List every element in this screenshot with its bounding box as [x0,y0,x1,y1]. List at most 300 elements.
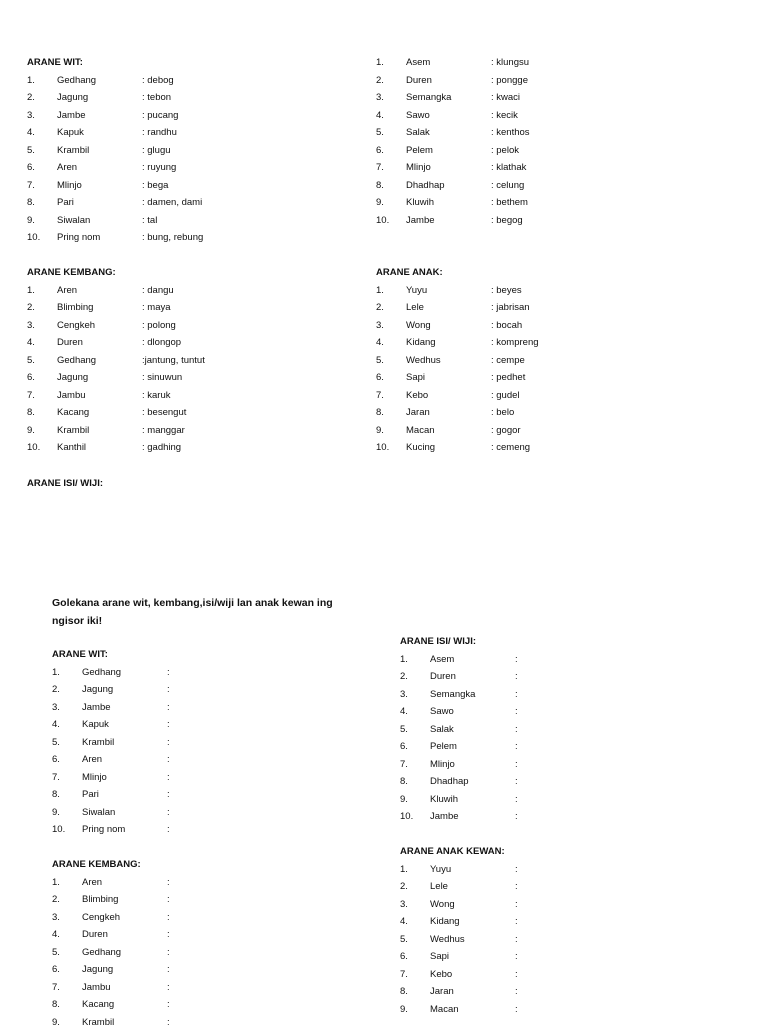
item-value: : damen, dami [142,194,202,212]
item-value: : jabrisan [491,299,530,317]
item-number: 8. [52,996,60,1014]
item-name: Salak [430,721,454,739]
item-name: Aren [57,282,77,300]
list-item [27,212,347,230]
list-item [27,89,347,107]
item-name: Gedhang [82,944,121,962]
list-item [27,439,347,457]
item-number: 10. [27,229,40,247]
item-name: Kebo [406,387,428,405]
item-name: Wedhus [406,352,441,370]
item-name: Pari [82,786,99,804]
item-number: 3. [376,89,384,107]
item-value: : [167,786,170,804]
list-item [52,821,352,839]
item-name: Kapuk [82,716,109,734]
item-number: 10. [52,821,65,839]
list-item [27,159,347,177]
list-item [52,961,352,979]
item-value: : ruyung [142,159,176,177]
item-number: 9. [400,1001,408,1019]
list-item [400,948,700,966]
exercise-question: Golekana arane wit, kembang,isi/wiji lan anak kewan ing ngisor iki! [52,595,357,630]
item-number: 2. [52,681,60,699]
item-number: 7. [27,177,35,195]
item-list [400,861,700,1019]
item-name: Mlinjo [82,769,107,787]
item-name: Kucing [406,439,435,457]
item-number: 2. [27,299,35,317]
list-item [376,334,696,352]
item-number: 9. [27,422,35,440]
list-item [52,804,352,822]
list-item [52,769,352,787]
list-item [376,387,696,405]
item-number: 3. [400,686,408,704]
item-name: Kanthil [57,439,86,457]
item-number: 7. [400,966,408,984]
item-number: 8. [52,786,60,804]
item-number: 5. [27,142,35,160]
item-number: 6. [400,738,408,756]
item-name: Dhadhap [406,177,445,195]
item-value: : tal [142,212,157,230]
item-name: Wong [430,896,455,914]
item-name: Yuyu [406,282,427,300]
item-name: Kidang [430,913,460,931]
item-value: : [167,664,170,682]
item-value: : [515,913,518,931]
item-number: 7. [376,387,384,405]
item-number: 6. [400,948,408,966]
item-name: Jambe [430,808,459,826]
exercise-arane-kembang-section [52,856,352,1031]
item-name: Asem [406,54,430,72]
list-item [376,439,696,457]
item-list [376,54,696,229]
item-value: : pongge [491,72,528,90]
item-number: 3. [27,317,35,335]
exercise-arane-wit-section [52,646,352,839]
item-value: : [515,756,518,774]
item-value: : [515,808,518,826]
list-item [400,983,700,1001]
item-name: Kluwih [406,194,434,212]
list-item [52,944,352,962]
item-number: 9. [52,804,60,822]
list-item [400,703,700,721]
item-value: : [167,716,170,734]
item-value: : tebon [142,89,171,107]
item-name: Duren [430,668,456,686]
item-list [27,282,347,457]
item-value: : gadhing [142,439,181,457]
item-value: : [167,769,170,787]
item-name: Kluwih [430,791,458,809]
list-item [376,299,696,317]
item-value: : [167,821,170,839]
list-item [52,1014,352,1031]
item-value: : [167,944,170,962]
item-number: 1. [376,54,384,72]
section-title: ARANE KEMBANG: [27,264,347,282]
item-name: Lele [406,299,424,317]
item-value: : [515,703,518,721]
list-item [376,54,696,72]
item-list [27,72,347,247]
item-name: Sapi [406,369,425,387]
list-item [376,159,696,177]
item-number: 1. [400,651,408,669]
item-value: : randhu [142,124,177,142]
exercise-arane-anak-kewan-section [400,843,700,1018]
item-number: 5. [52,734,60,752]
item-name: Macan [430,1001,459,1019]
item-number: 2. [376,299,384,317]
item-name: Gedhang [82,664,121,682]
item-value: : [167,926,170,944]
item-name: Jambe [406,212,435,230]
list-item [52,909,352,927]
item-value: : bocah [491,317,522,335]
item-value: : dangu [142,282,174,300]
item-name: Krambil [82,1014,114,1031]
item-value: : [167,1014,170,1031]
list-item [27,422,347,440]
item-number: 6. [27,369,35,387]
list-item [400,668,700,686]
item-name: Jambe [57,107,86,125]
item-number: 7. [52,769,60,787]
item-name: Blimbing [82,891,118,909]
section-title: ARANE ISI/ WIJI: [400,633,700,651]
item-name: Duren [57,334,83,352]
item-value: : [167,961,170,979]
item-name: Siwalan [57,212,90,230]
list-item [52,979,352,997]
item-value: : polong [142,317,176,335]
item-value: : [515,738,518,756]
item-value: : klungsu [491,54,529,72]
item-number: 2. [400,668,408,686]
item-list [376,282,696,457]
item-number: 9. [52,1014,60,1031]
item-value: : belo [491,404,514,422]
item-value: : [167,804,170,822]
item-number: 5. [400,721,408,739]
item-value: : kecik [491,107,518,125]
item-value: : cempe [491,352,525,370]
list-item [376,422,696,440]
item-value: : manggar [142,422,185,440]
item-name: Jagung [57,369,88,387]
item-name: Cengkeh [57,317,95,335]
item-number: 5. [52,944,60,962]
list-item [400,878,700,896]
item-value: : gogor [491,422,521,440]
item-value: : begog [491,212,523,230]
item-name: Mlinjo [406,159,431,177]
item-name: Wedhus [430,931,465,949]
item-number: 7. [400,756,408,774]
item-value: : [515,686,518,704]
list-item [400,686,700,704]
section-title: ARANE ANAK KEWAN: [400,843,700,861]
item-value: : gudel [491,387,520,405]
exercise-arane-isi-section [400,633,700,826]
item-name: Aren [82,751,102,769]
item-number: 6. [376,369,384,387]
item-value: : pedhet [491,369,525,387]
item-list [400,651,700,826]
item-name: Jagung [57,89,88,107]
item-number: 4. [52,716,60,734]
item-name: Gedhang [57,72,96,90]
item-name: Sapi [430,948,449,966]
item-number: 6. [52,961,60,979]
list-item [400,721,700,739]
item-value: : cemeng [491,439,530,457]
item-number: 1. [27,72,35,90]
item-number: 5. [27,352,35,370]
item-number: 3. [27,107,35,125]
item-value: : pelok [491,142,519,160]
item-value: : [515,861,518,879]
item-name: Blimbing [57,299,93,317]
list-item [376,72,696,90]
item-name: Jagung [82,681,113,699]
item-number: 3. [52,909,60,927]
list-item [400,756,700,774]
list-item [52,874,352,892]
item-value: : dlongop [142,334,181,352]
item-number: 7. [52,979,60,997]
item-name: Pari [57,194,74,212]
item-value: : kompreng [491,334,539,352]
item-value: : [515,773,518,791]
item-name: Mlinjo [430,756,455,774]
list-item [400,808,700,826]
item-value: : klathak [491,159,526,177]
item-number: 7. [376,159,384,177]
item-value: : maya [142,299,171,317]
item-number: 8. [400,773,408,791]
item-name: Jambu [57,387,86,405]
list-item [27,142,347,160]
list-item [27,194,347,212]
item-name: Aren [82,874,102,892]
item-number: 9. [27,212,35,230]
list-item [400,913,700,931]
item-name: Kacang [57,404,89,422]
list-item [27,317,347,335]
item-value: : [515,651,518,669]
item-name: Cengkeh [82,909,120,927]
list-item [400,861,700,879]
list-item [376,282,696,300]
item-value: : [167,874,170,892]
item-list [52,664,352,839]
list-item [400,773,700,791]
item-value: : [515,878,518,896]
item-number: 5. [400,931,408,949]
item-value: : kwaci [491,89,520,107]
item-value: : [515,1001,518,1019]
item-name: Pring nom [57,229,100,247]
item-value: : [515,983,518,1001]
item-number: 2. [27,89,35,107]
list-item [376,404,696,422]
item-number: 1. [52,874,60,892]
item-number: 6. [52,751,60,769]
list-item [52,786,352,804]
item-name: Asem [430,651,454,669]
item-name: Lele [430,878,448,896]
item-value: : [515,966,518,984]
item-name: Jambe [82,699,111,717]
item-value: : [167,751,170,769]
item-name: Krambil [57,422,89,440]
item-value: : [515,896,518,914]
item-value: : glugu [142,142,171,160]
item-name: Krambil [57,142,89,160]
item-value: : bung, rebung [142,229,203,247]
list-item [400,651,700,669]
item-number: 10. [27,439,40,457]
item-number: 1. [400,861,408,879]
item-name: Yuyu [430,861,451,879]
item-value: : [167,891,170,909]
item-name: Pring nom [82,821,125,839]
list-item [27,334,347,352]
list-item [27,124,347,142]
list-item [27,352,347,370]
list-item [52,996,352,1014]
item-number: 4. [52,926,60,944]
item-name: Aren [57,159,77,177]
item-name: Wong [406,317,431,335]
item-number: 10. [400,808,413,826]
list-item [52,734,352,752]
item-value: : bethem [491,194,528,212]
item-name: Macan [406,422,435,440]
list-item [376,352,696,370]
item-value: : [515,721,518,739]
section-title: ARANE WIT: [52,646,352,664]
item-number: 4. [400,913,408,931]
list-item [376,369,696,387]
item-number: 9. [400,791,408,809]
list-item [52,681,352,699]
item-name: Siwalan [82,804,115,822]
section-title: ARANE KEMBANG: [52,856,352,874]
top-arane-wit-section [27,54,347,247]
item-name: Jambu [82,979,111,997]
list-item [27,177,347,195]
item-name: Kacang [82,996,114,1014]
item-value: : [167,699,170,717]
item-number: 1. [27,282,35,300]
item-name: Jaran [406,404,430,422]
item-number: 2. [52,891,60,909]
item-number: 2. [400,878,408,896]
item-name: Kidang [406,334,436,352]
item-value: : besengut [142,404,186,422]
item-value: : bega [142,177,168,195]
list-item [52,751,352,769]
item-number: 9. [376,194,384,212]
item-name: Jagung [82,961,113,979]
item-value: : [167,734,170,752]
item-number: 5. [376,352,384,370]
item-name: Kapuk [57,124,84,142]
item-value: : [167,979,170,997]
list-item [376,124,696,142]
item-name: Krambil [82,734,114,752]
item-number: 9. [376,422,384,440]
list-item [400,896,700,914]
list-item [27,72,347,90]
list-item [27,229,347,247]
item-value: :jantung, tuntut [142,352,205,370]
item-value: : [515,931,518,949]
item-number: 3. [400,896,408,914]
item-value: : pucang [142,107,178,125]
item-value: : debog [142,72,174,90]
list-item [376,142,696,160]
item-name: Gedhang [57,352,96,370]
item-name: Kebo [430,966,452,984]
item-number: 2. [376,72,384,90]
list-item [27,282,347,300]
item-number: 8. [400,983,408,1001]
list-item [27,107,347,125]
section-title: ARANE WIT: [27,54,347,72]
section-title: ARANE ANAK: [376,264,696,282]
list-item [400,966,700,984]
list-item [376,89,696,107]
list-item [400,1001,700,1019]
item-value: : [515,948,518,966]
item-name: Dhadhap [430,773,469,791]
list-item [52,699,352,717]
item-number: 8. [27,194,35,212]
item-number: 4. [400,703,408,721]
item-number: 6. [376,142,384,160]
item-name: Salak [406,124,430,142]
list-item [376,177,696,195]
item-value: : [167,996,170,1014]
item-number: 8. [376,177,384,195]
list-item [376,212,696,230]
item-value: : celung [491,177,524,195]
item-name: Duren [406,72,432,90]
list-item [376,317,696,335]
item-number: 6. [27,159,35,177]
item-number: 4. [27,334,35,352]
top-arane-anak-section [376,264,696,457]
item-number: 1. [52,664,60,682]
item-number: 4. [27,124,35,142]
item-value: : karuk [142,387,171,405]
item-number: 4. [376,334,384,352]
item-value: : [515,791,518,809]
item-name: Semangka [430,686,475,704]
item-number: 5. [376,124,384,142]
item-number: 8. [27,404,35,422]
item-number: 3. [52,699,60,717]
item-value: : sinuwun [142,369,182,387]
